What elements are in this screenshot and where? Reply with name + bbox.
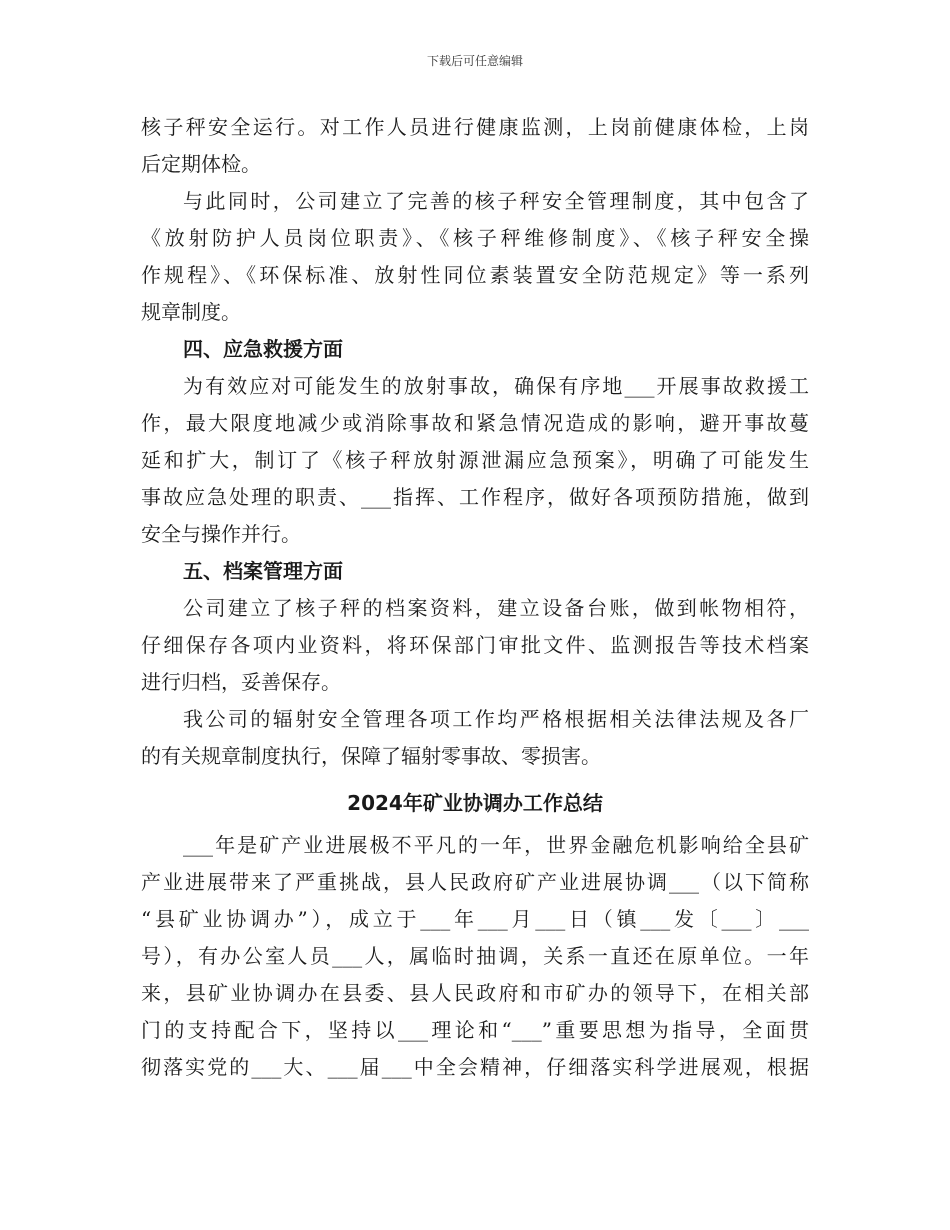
paragraph-line: 的有关规章制度执行，保障了辐射零事故、零损害。 [141, 744, 601, 768]
paragraph-line: 为有效应对可能发生的放射事故，确保有序地___开展事故救援工 [183, 374, 809, 398]
section-heading: 五、档案管理方面 [183, 559, 343, 583]
paragraph [141, 109, 809, 183]
paragraph-line: 仔细保存各项内业资料，将环保部门审批文件、监测报告等技术档案 [141, 633, 809, 657]
paragraph-line: 与此同时，公司建立了完善的核子秤安全管理制度，其中包含了 [183, 189, 809, 213]
section-heading: 四、应急救援方面 [183, 337, 343, 361]
paragraph [141, 827, 809, 1086]
paragraph-line: 规章制度。 [141, 300, 241, 324]
paragraph-line: 产业进展带来了严重挑战，县人民政府矿产业进展协调___（以下简称 [141, 870, 809, 894]
document-body [141, 109, 809, 1086]
paragraph-line: 后定期体检。 [141, 152, 261, 176]
paragraph-line: 《放射防护人员岗位职责》、《核子秤维修制度》、《核子秤安全操 [141, 226, 809, 250]
document-title: 2024年矿业协调办工作总结 [347, 791, 603, 815]
paragraph-line: 我公司的辐射安全管理各项工作均严格根据相关法律法规及各厂 [183, 707, 809, 731]
paragraph-line: “县矿业协调办”），成立于___年___月___日（镇___发〔___〕___ [141, 907, 809, 931]
paragraph-line: 事故应急处理的职责、___指挥、工作程序，做好各项预防措施，做到 [141, 485, 809, 509]
paragraph-line: 作，最大限度地减少或消除事故和紧急情况造成的影响，避开事故蔓 [141, 411, 809, 435]
paragraph-line: 号），有办公室人员___人，属临时抽调，关系一直还在原单位。一年 [141, 944, 809, 968]
paragraph-line: 安全与操作并行。 [141, 522, 301, 546]
paragraph-line: 作规程》、《环保标准、放射性同位素装置安全防范规定》等一系列 [141, 263, 809, 287]
paragraph-line: 核子秤安全运行。对工作人员进行健康监测，上岗前健康体检，上岗 [141, 115, 809, 139]
paragraph [141, 183, 809, 331]
page-header-note: 下载后可任意编辑 [426, 54, 523, 68]
paragraph [141, 701, 809, 775]
paragraph [141, 590, 809, 701]
paragraph-line: 门的支持配合下，坚持以___理论和“___”重要思想为指导，全面贯 [141, 1018, 809, 1042]
paragraph-line: 延和扩大，制订了《核子秤放射源泄漏应急预案》，明确了可能发生 [141, 448, 809, 472]
paragraph [141, 368, 809, 553]
paragraph-line: ___年是矿产业进展极不平凡的一年，世界金融危机影响给全县矿 [183, 833, 809, 857]
paragraph-line: 彻落实党的___大、___届___中全会精神，仔细落实科学进展观，根据 [141, 1055, 809, 1079]
paragraph-line: 来，县矿业协调办在县委、县人民政府和市矿办的领导下，在相关部 [141, 981, 809, 1005]
paragraph-line: 公司建立了核子秤的档案资料，建立设备台账，做到帐物相符， [183, 596, 809, 620]
paragraph-line: 进行归档，妥善保存。 [141, 670, 341, 694]
